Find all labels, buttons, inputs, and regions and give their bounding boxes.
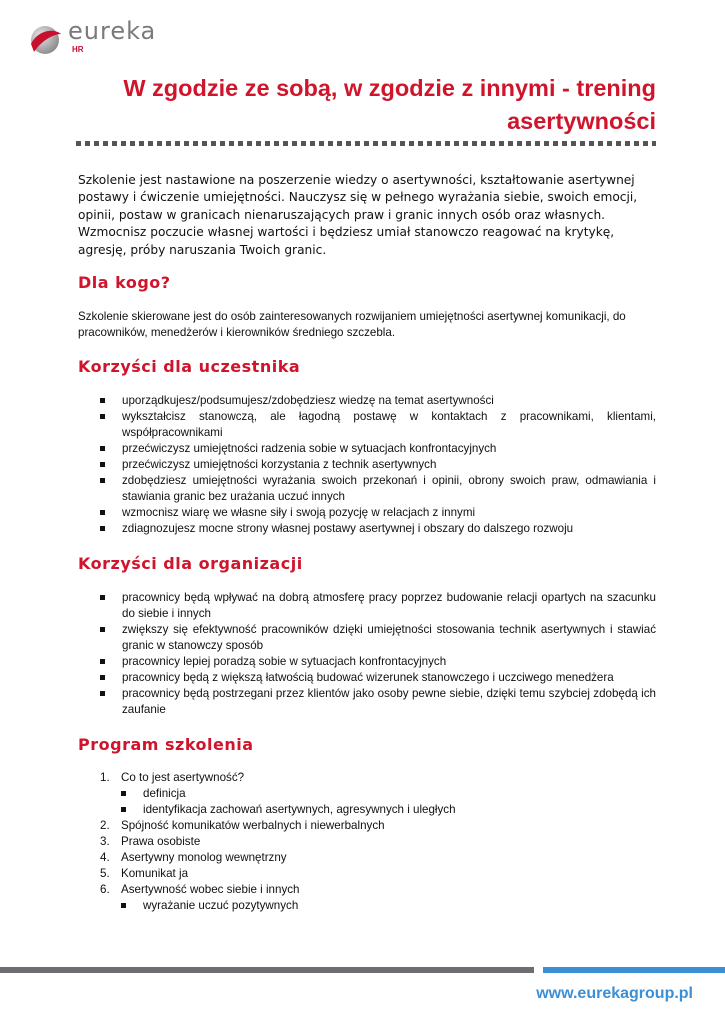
item-number: 2. xyxy=(100,819,110,832)
item-label: Asertywność wobec siebie i innych xyxy=(121,883,300,896)
program-item xyxy=(100,866,560,882)
list-item: pracownicy lepiej poradzą sobie w sytuacjach konfrontacyjnych xyxy=(100,654,656,670)
item-number: 6. xyxy=(100,883,110,896)
logo-name: eureka xyxy=(68,17,157,45)
sub-item: identyfikacja zachowań asertywnych, agresywnych i uległych xyxy=(121,802,560,818)
program-item xyxy=(100,834,560,850)
item-label: Prawa osobiste xyxy=(121,835,201,848)
program-item xyxy=(100,882,560,914)
program-item xyxy=(100,770,560,818)
list-item: zdiagnozujesz mocne strony własnej postawy asertywnej i obszary do dalszego rozwoju xyxy=(100,521,656,537)
organization-list xyxy=(100,590,656,718)
list-item: przećwiczysz umiejętności korzystania z technik asertywnych xyxy=(100,457,656,473)
list-item: zwiększy się efektywność pracowników dzięki umiejętności stosowania technik asertywnych i stawiać granic w stanowczy sposób xyxy=(100,622,656,654)
title-divider xyxy=(76,141,656,146)
organization-heading: Korzyści dla organizacji xyxy=(78,554,303,573)
footer-bar-blue xyxy=(543,967,725,973)
logo-sub: HR xyxy=(72,45,84,54)
for-whom-heading: Dla kogo? xyxy=(78,273,171,292)
list-item: uporządkujesz/podsumujesz/zdobędziesz wiedzę na temat asertywności xyxy=(100,393,656,409)
program-item xyxy=(100,850,560,866)
participant-list xyxy=(100,393,656,537)
list-item: pracownicy będą wpływać na dobrą atmosferę pracy poprzez budowanie relacji opartych na szacunku do siebie i innych xyxy=(100,590,656,622)
logo xyxy=(28,17,168,60)
item-number: 5. xyxy=(100,867,110,880)
item-number: 3. xyxy=(100,835,110,848)
item-label: Komunikat ja xyxy=(121,867,189,880)
list-item: pracownicy będą postrzegani przez klientów jako osoby pewne siebie, dzięki temu szybciej zdobędą ich zaufanie xyxy=(100,686,656,718)
sub-item: definicja xyxy=(121,786,560,802)
program-item xyxy=(100,818,560,834)
item-label: Asertywny monolog wewnętrzny xyxy=(121,851,287,864)
list-item: wykształcisz stanowczą, ale łagodną postawę w kontaktach z pracownikami, klientami, współpracownikami xyxy=(100,409,656,441)
sub-item: wyrażanie uczuć pozytywnych xyxy=(121,898,560,914)
list-item: wzmocnisz wiarę we własne siły i swoją pozycję w relacjach z innymi xyxy=(100,505,656,521)
program-list xyxy=(100,770,560,914)
list-item: zdobędziesz umiejętności wyrażania swoich przekonań i opinii, obrony swoich praw, odmawiania i stawiania granic bez urażania uczuć innych xyxy=(100,473,656,505)
footer-bar-gray xyxy=(0,967,534,973)
intro-paragraph: Szkolenie jest nastawione na poszerzenie wiedzy o asertywności, kształtowanie asertywnej postawy i ćwiczenie umiejętności. Nauczysz się w pełnego wyrażania siebie, swoich emocji, opinii, postaw w granicach nienaruszających praw i granic innych osób oraz własnych. Wzmocnisz poczucie własnej wartości i będziesz umiał stanowczo reagować na krytykę, agresję, próby naruszania Twoich granic. xyxy=(78,173,638,257)
for-whom-text: Szkolenie skierowane jest do osób zainteresowanych rozwijaniem umiejętności asertywnej komunikacji, do pracowników, menedżerów i kierowników średniego szczebla. xyxy=(78,310,626,339)
page-title: W zgodzie ze sobą, w zgodzie z innymi - trening asertywności xyxy=(123,75,656,134)
program-heading: Program szkolenia xyxy=(78,735,254,754)
program-sublist xyxy=(121,898,560,914)
item-number: 1. xyxy=(100,771,110,784)
participant-heading: Korzyści dla uczestnika xyxy=(78,357,301,376)
item-label: Spójność komunikatów werbalnych i niewerbalnych xyxy=(121,819,385,832)
website-link[interactable]: www.eurekagroup.pl xyxy=(536,985,693,1002)
logo-sphere-icon xyxy=(28,22,64,56)
program-sublist xyxy=(121,786,560,818)
list-item: przećwiczysz umiejętności radzenia sobie w sytuacjach konfrontacyjnych xyxy=(100,441,656,457)
list-item: pracownicy będą z większą łatwością budować wizerunek stanowczego i uczciwego menedżera xyxy=(100,670,656,686)
item-label: Co to jest asertywność? xyxy=(121,771,245,784)
item-number: 4. xyxy=(100,851,110,864)
